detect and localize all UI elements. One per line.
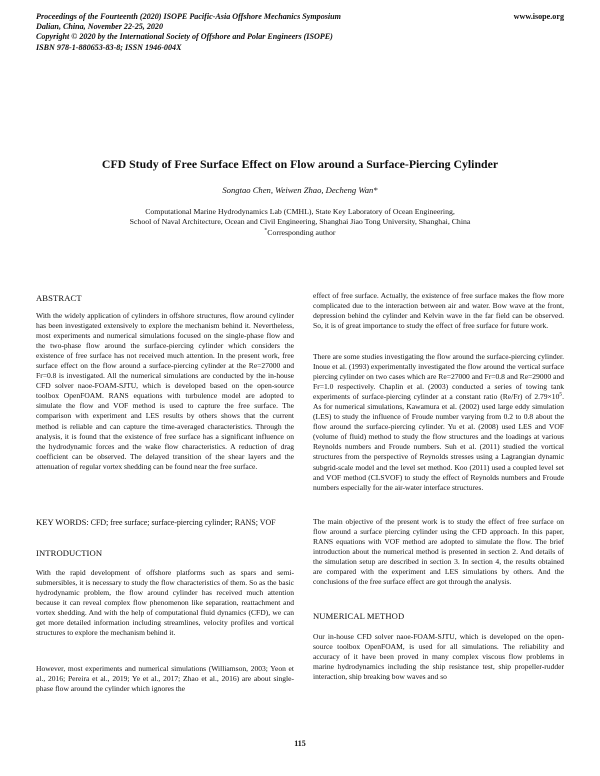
page-number: 115 (294, 739, 306, 748)
corresponding-mark: * (264, 227, 268, 234)
affiliation-line-2: School of Naval Architecture, Ocean and Civil Engineering, Shanghai Jiao Tong University, Shanghai, China (129, 217, 471, 227)
paper-authors: Songtao Chen, Weiwen Zhao, Decheng Wan* (222, 185, 378, 195)
header-line-3: Copyright © 2020 by the International Society of Offshore and Polar Engineers (ISOPE) (36, 32, 333, 42)
paragraph-4-exponent: 5 (559, 391, 563, 398)
paragraph-4-end: . As for numerical simulations, Kawamura et al. (2002) used large eddy simulation (LES) to study the influence of Froude number varying from 0.2 to 0.8 about the flow around the surface-piercing cylinder. Yu et al. (2008) used LES and VOF (volume of fluid) method to study the flow structures and the loadings at various Reynolds numbers and Froude numbers. Suh et al. (2011) studied the vortical structures from the perspective of Reynolds stresses using a Lagrangian dynamic subgrid-scale model and the level set method. Koo (2011) used a coupled level set and VOF method (CLSVOF) to study the effect of Reynolds numbers and Froude numbers especially for the air-water interface structures. (313, 392, 564, 492)
introduction-paragraph-5: The main objective of the present work is to study the effect of free surface on flow around a surface piercing cylinder using the CFD approach. In this paper, RANS equations with VOF method are adopted to simulate the flow. The brief introduction about the numerical method is presented in section 2. And details of the simulation setup are described in section 3. In section 4, the results obtained are compared with the experiment and LES simulations by others. And the conclusions of the free surface effect are got through the analysis. (313, 517, 564, 587)
keywords-label: KEY WORDS: (36, 517, 89, 527)
header-line-4: ISBN 978-1-880653-83-8; ISSN 1946-004X (36, 42, 182, 52)
numerical-method-paragraph-1: Our in-house CFD solver naoe-FOAM-SJTU, which is developed on the open-source toolbox OpenFOAM, is used for all simulations. The reliability and accuracy of it have been proved in many complex viscous flow problems in marine hydrodynamics including the ship resistance test, ship propeller-rudder interaction, ship breaking bow waves and so (313, 632, 564, 682)
header-line-2: Dalian, China, November 22-25, 2020 (36, 22, 164, 32)
header-url: www.isope.org (513, 12, 564, 21)
keywords-text: CFD; free surface; surface-piercing cylinder; RANS; VOF (90, 518, 276, 527)
introduction-paragraph-2: However, most experiments and numerical simulations (Williamson, 2003; Yeon et al., 2016; Pereira et al., 2019; Ye et al., 2017; Zhao et al., 2016) are about single-phase flow around the cylinder which ignores the (36, 664, 294, 694)
abstract-heading: ABSTRACT (36, 293, 82, 303)
corresponding-text: Corresponding author (267, 227, 336, 237)
paper-title: CFD Study of Free Surface Effect on Flow around a Surface-Piercing Cylinder (101, 157, 499, 171)
affiliation-line-1: Computational Marine Hydrodynamics Lab (CMHL), State Key Laboratory of Ocean Engineering, (145, 207, 455, 216)
introduction-paragraph-4 (313, 352, 564, 493)
keywords (36, 517, 294, 528)
affiliation (36, 207, 564, 238)
numerical-method-heading: NUMERICAL METHOD (313, 611, 405, 621)
abstract-text: With the widely application of cylinders in offshore structures, flow around cylinder has been investigated extensively to explore the mechanism behind it. Nevertheless, most experiments and numerical simulations focused on the single-phase flow and the two-phase flow around the surface-piercing cylinder which considers the existence of free surface has not received much attention. In the present work, free surface effect on the flow around a surface-piercing cylinder at the Re=27000 and Fr=0.8 is investigated. All the numerical simulations are conducted by the in-house CFD solver naoe-FOAM-SJTU, which is developed based on the open-source toolbox OpenFOAM. RANS equations with turbulence model are adopted to simulate the flow and VOF method is used to capture the free surface. The comparison with experiment and LES results by others shows that the current method is reliable and can capture the time-averaged characteristics. Through the analysis, it is found that the existence of free surface has a significant influence on the hydrodynamic forces and the wake flow characteristics. A reduction of drag coefficient can be observed. The delayed transition of the shear layers and the attenuation of regular vortex shedding can be found near the free surface. (36, 311, 294, 471)
paragraph-4-start: There are some studies investigating the flow around the surface-piercing cylinder. Inoue et al. (1993) experimentally investigated the flow around the vertical surface piercing cylinder on two cases which are Re=27000 and Fr=0.8 and Re=29000 and Fr=1.0 respectively. Chaplin et al. (2003) conducted a series of towing tank experiments of surface-piercing cylinder at a constant ratio (Re/Fr) of 2.79×10 (313, 352, 564, 402)
proceedings-header (36, 12, 564, 53)
introduction-heading: INTRODUCTION (36, 548, 103, 558)
header-line-1: Proceedings of the Fourteenth (2020) ISOPE Pacific-Asia Offshore Mechanics Symposium (36, 12, 341, 21)
introduction-paragraph-3: effect of free surface. Actually, the existence of free surface makes the flow more complicated due to the interaction between air and water. Bow wave at the front, depression behind the cylinder and Kelvin wave in the far field can be observed. So, it is of great importance to study the effect of free surface for future work. (313, 291, 564, 331)
introduction-paragraph-1: With the rapid development of offshore platforms such as spars and semi-submersibles, it is necessary to study the flow characteristics of them. So as the basic hydrodynamic problem, the flow around cylinder has received much attention because it can reveal complex flow phenomenon like separation, reattachment and vortex shedding. And with the help of computational fluid dynamics (CFD), we can get more detailed information including streamlines, velocity profiles and vortical structures to explore the mechanism behind it. (36, 568, 294, 638)
corresponding-author-note (36, 228, 564, 238)
